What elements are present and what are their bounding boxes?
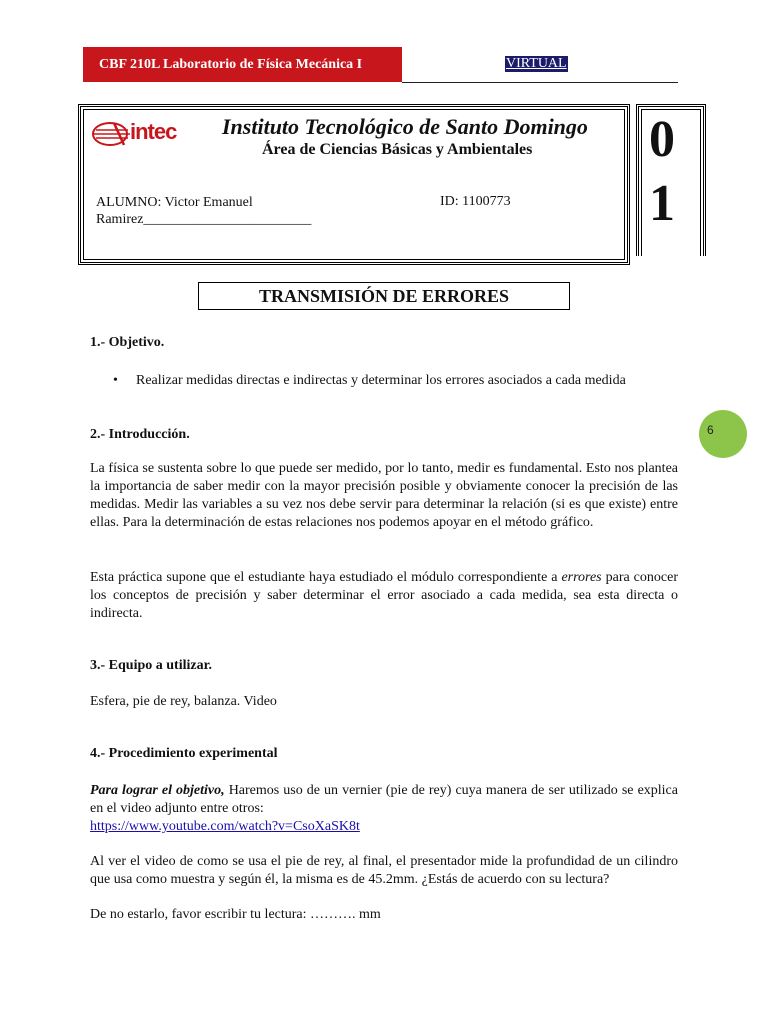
header-rule xyxy=(402,82,678,83)
student-name xyxy=(96,194,336,228)
intec-logo xyxy=(90,117,190,153)
virtual-tag: VIRTUAL xyxy=(506,56,567,71)
page-title: TRANSMISIÓN DE ERRORES xyxy=(198,282,570,310)
area-name: Área de Ciencias Básicas y Ambientales xyxy=(262,141,533,158)
objective-heading: 1.- Objetivo. xyxy=(90,335,165,350)
student-id: ID: 1100773 xyxy=(440,194,511,209)
objective-bullet: Realizar medidas directas e indirectas y determinar los errores asociados a cada medida xyxy=(136,373,626,388)
procedure-heading: 4.- Procedimiento experimental xyxy=(90,746,278,761)
reading-prompt: De no estarlo, favor escribir tu lectura: ………. mm xyxy=(90,907,381,922)
student-line-2: Ramirez________________________ xyxy=(96,212,312,227)
video-link[interactable]: https://www.youtube.com/watch?v=CsoXaSK8t xyxy=(90,819,360,834)
introduction-paragraph-2: Esta práctica supone que el estudiante haya estudiado el módulo correspondiente a errores para conocer los conceptos de precisión y saber determinar el error asociado a cada medida, sea esta directa o indirecta. xyxy=(90,570,678,621)
procedure-paragraph-2: Al ver el video de como se usa el pie de rey, al final, el presentador mide la profundidad de un cilindro que usa como muestra y según él, la misma es de 45.2mm. ¿Estás de acuerdo con su lectura? xyxy=(90,854,678,887)
practice-number: 0 1 xyxy=(649,111,675,232)
logo-text: intec xyxy=(130,119,177,144)
errores-term: errores xyxy=(561,570,602,585)
institution-name: Instituto Tecnológico de Santo Domingo xyxy=(222,114,588,139)
procedure-paragraph-1: Para lograr el objetivo, Haremos uso de un vernier (pie de rey) cuya manera de ser utilizado se explica en el video adjunto entre otros: https://www.youtube.com/watch?v=CsoXaSK8t xyxy=(90,783,678,834)
introduction-paragraph-1: La física se sustenta sobre lo que puede ser medido, por lo tanto, medir es fundamental. Esto nos plantea la importancia de saber medir con la mayor precisión posible y obviamente conocer la precisión de las medidas. Medir las variables a su vez nos debe servir para determinar la relación (si es que existe) entre ellas. Para la determinación de estas relaciones nos podemos apoyar en el método gráfico. xyxy=(90,461,678,530)
page-badge xyxy=(699,410,747,458)
bullet-icon: • xyxy=(113,373,118,388)
course-banner: CBF 210L Laboratorio de Física Mecánica I xyxy=(83,47,402,82)
procedure-lead: Para lograr el objetivo, xyxy=(90,783,225,798)
introduction-heading: 2.- Introducción. xyxy=(90,427,190,442)
page-number: 6 xyxy=(707,423,714,437)
equipment-heading: 3.- Equipo a utilizar. xyxy=(90,658,213,673)
student-line-1: ALUMNO: Victor Emanuel xyxy=(96,195,253,210)
equipment-text: Esfera, pie de rey, balanza. Video xyxy=(90,694,277,709)
